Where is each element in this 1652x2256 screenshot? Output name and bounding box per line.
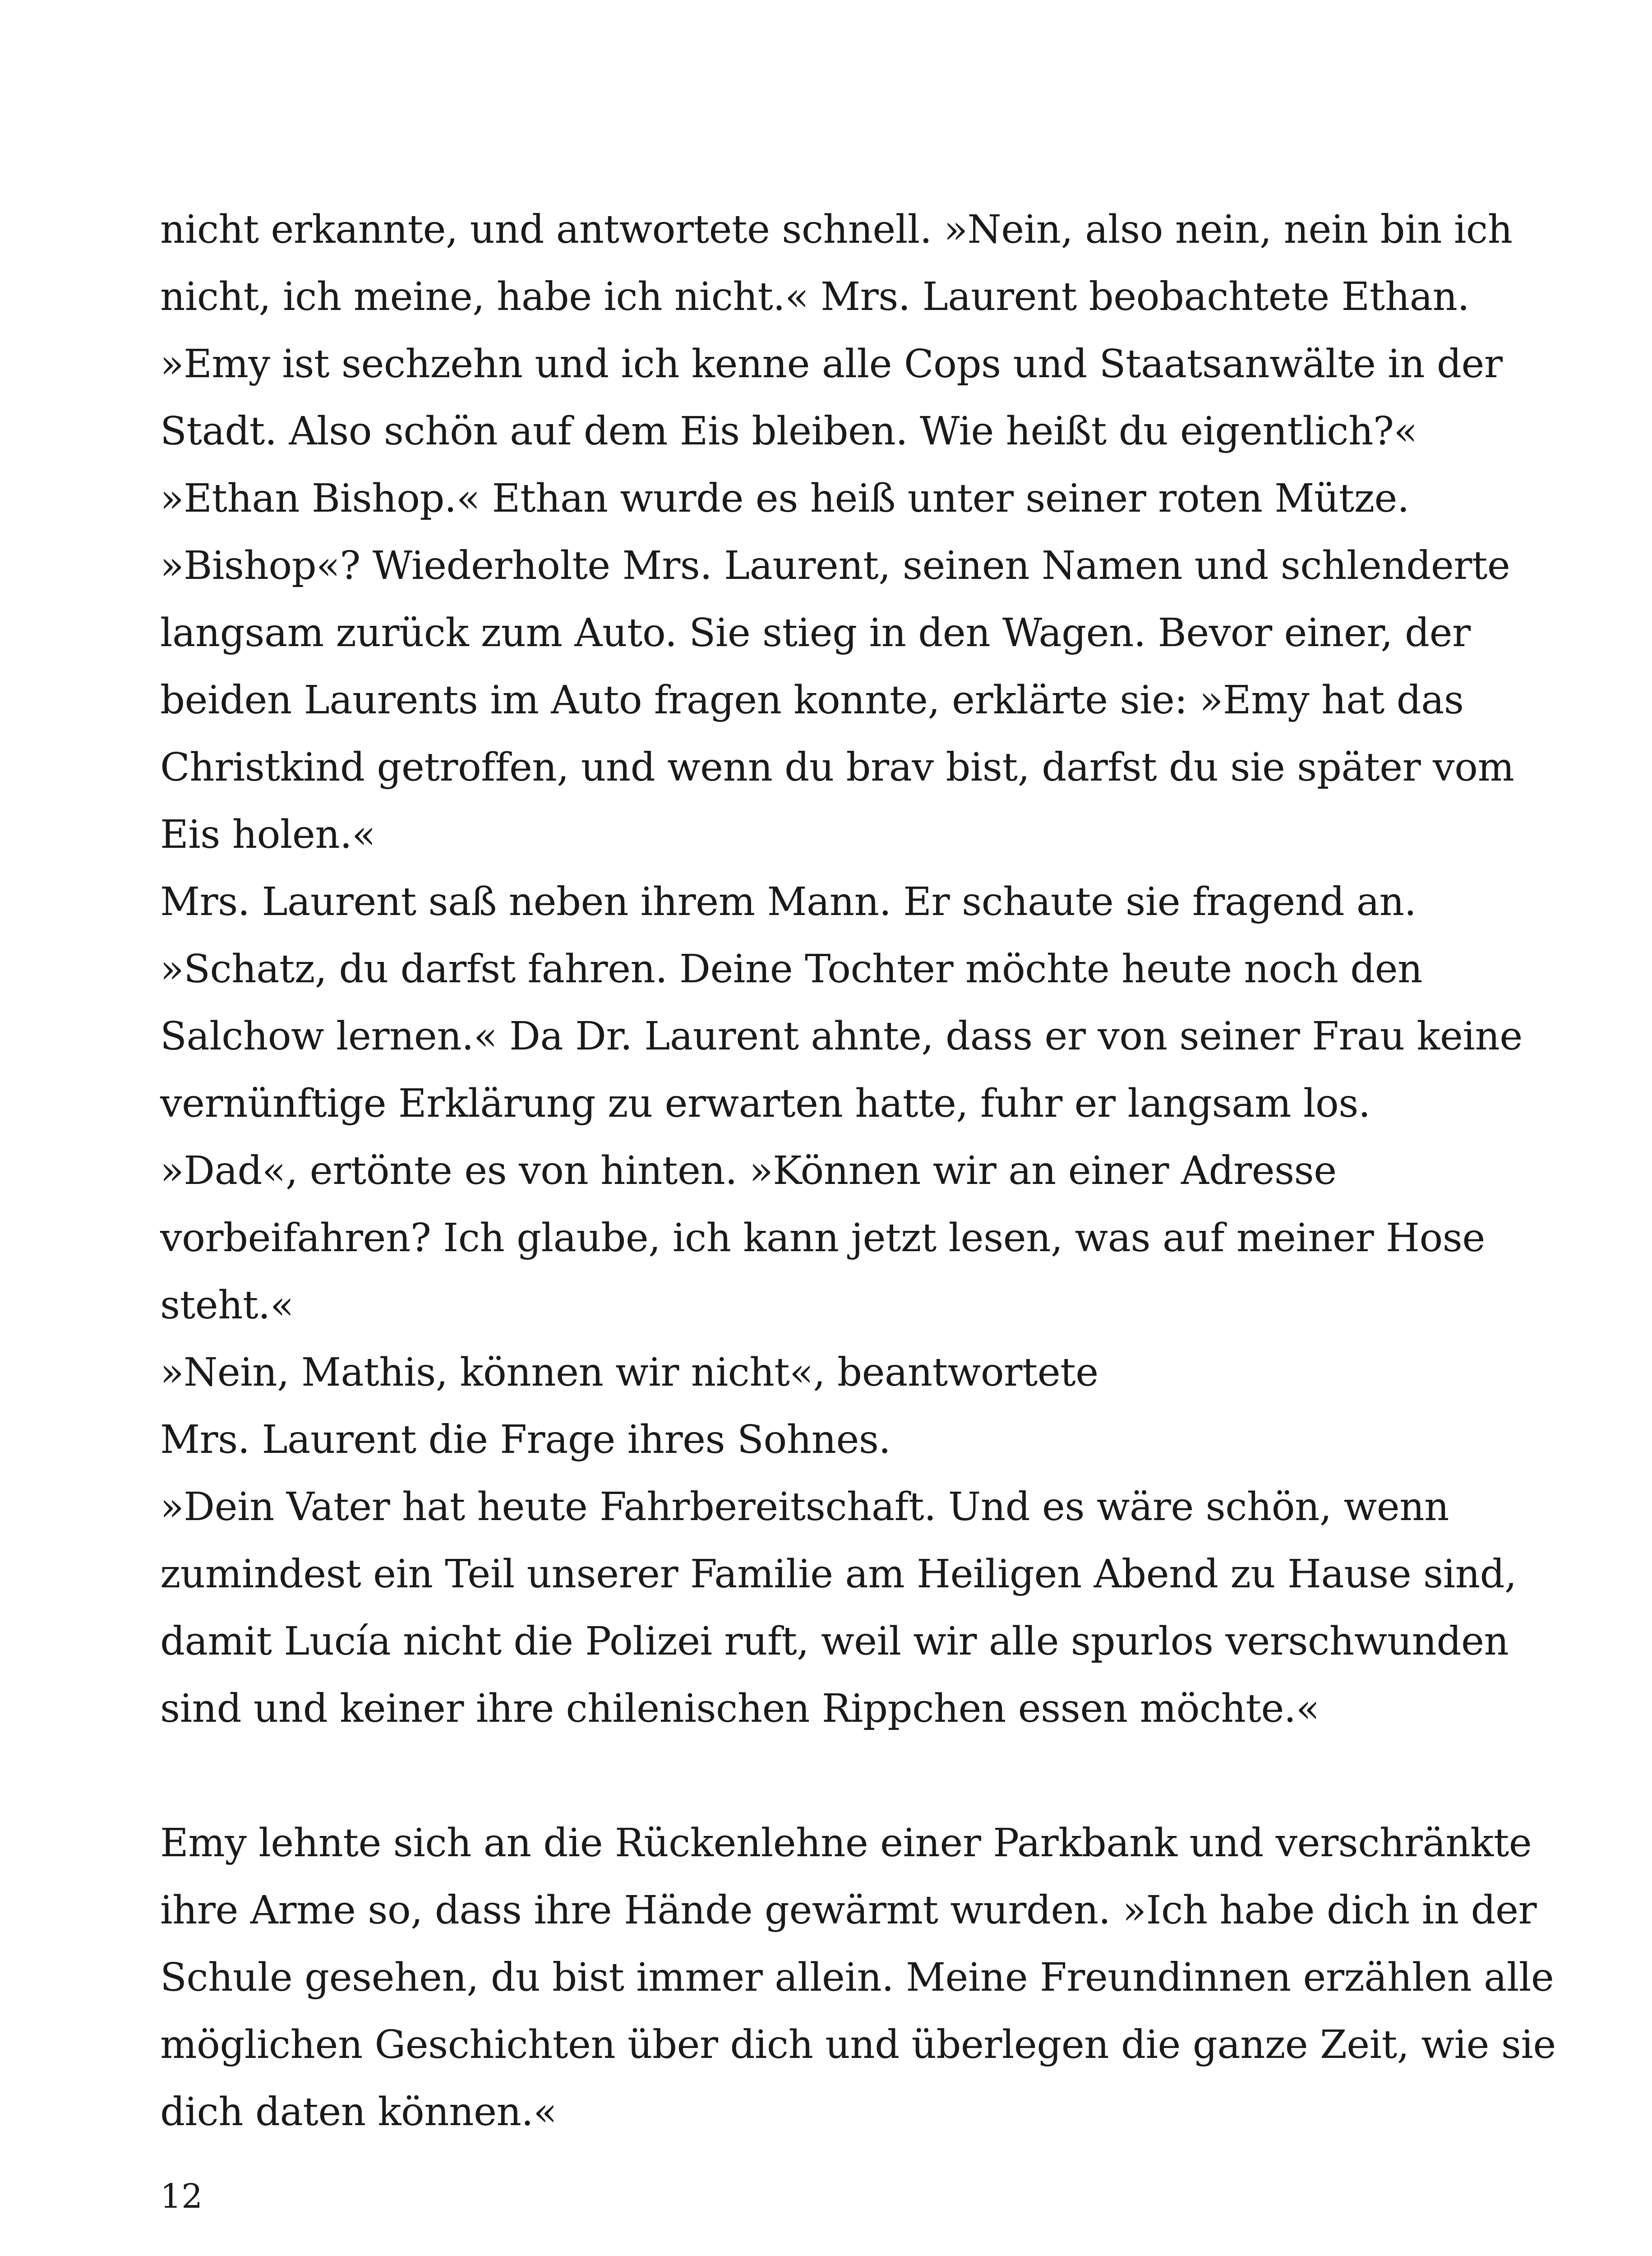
- text-line: Stadt. Also schön auf dem Eis bleiben. Wie heißt du eigentlich?«: [160, 409, 1417, 454]
- text-line: Mrs. Laurent saß neben ihrem Mann. Er schaute sie fragend an.: [160, 879, 1417, 925]
- page-number: 12: [160, 2177, 203, 2216]
- text-line: sind und keiner ihre chilenischen Rippchen essen möchte.«: [160, 1686, 1320, 1731]
- text-line: »Emy ist sechzehn und ich kenne alle Cops und Staatsanwälte in der: [160, 342, 1503, 387]
- text-line: Salchow lernen.« Da Dr. Laurent ahnte, dass er von seiner Frau keine: [160, 1014, 1523, 1059]
- text-line: »Dein Vater hat heute Fahrbereitschaft. Und es wäre schön, wenn: [160, 1484, 1449, 1530]
- text-line: »Ethan Bishop.« Ethan wurde es heiß unter seiner roten Mütze.: [160, 476, 1409, 521]
- text-line: »Nein, Mathis, können wir nicht«, beantwortete: [160, 1350, 1098, 1395]
- text-line: Schule gesehen, du bist immer allein. Meine Freundinnen erzählen alle: [160, 1955, 1554, 2000]
- text-line: »Bishop«? Wiederholte Mrs. Laurent, seinen Namen und schlenderte: [160, 543, 1510, 588]
- paragraph-2: [160, 1810, 1556, 2146]
- paragraph-spacer: [160, 1743, 1523, 1810]
- text-line: vernünftige Erklärung zu erwarten hatte, fuhr er langsam los.: [160, 1081, 1371, 1126]
- text-line: möglichen Geschichten über dich und überlegen die ganze Zeit, wie sie: [160, 2022, 1556, 2067]
- text-line: nicht, ich meine, habe ich nicht.« Mrs. Laurent beobachtete Ethan.: [160, 274, 1470, 319]
- text-line: nicht erkannte, und antwortete schnell. »Nein, also nein, nein bin ich: [160, 207, 1513, 252]
- text-line: »Dad«, ertönte es von hinten. »Können wir an einer Adresse: [160, 1148, 1337, 1193]
- text-line: Mrs. Laurent die Frage ihres Sohnes.: [160, 1417, 891, 1462]
- text-line: zumindest ein Teil unserer Familie am Heiligen Abend zu Hause sind,: [160, 1552, 1517, 1597]
- body-text: [160, 196, 1556, 2146]
- text-line: Emy lehnte sich an die Rückenlehne einer Parkbank und verschränkte: [160, 1821, 1532, 1866]
- text-line: Eis holen.«: [160, 812, 376, 857]
- text-line: dich daten können.«: [160, 2090, 557, 2135]
- paragraph-1: [160, 196, 1523, 1743]
- text-line: »Schatz, du darfst fahren. Deine Tochter möchte heute noch den: [160, 947, 1422, 992]
- text-line: Christkind getroffen, und wenn du brav bist, darfst du sie später vom: [160, 745, 1514, 790]
- text-line: damit Lucía nicht die Polizei ruft, weil wir alle spurlos verschwunden: [160, 1619, 1509, 1664]
- text-line: beiden Laurents im Auto fragen konnte, erklärte sie: »Emy hat das: [160, 678, 1464, 723]
- text-line: vorbeifahren? Ich glaube, ich kann jetzt lesen, was auf meiner Hose: [160, 1216, 1485, 1261]
- text-line: steht.«: [160, 1283, 294, 1328]
- text-line: langsam zurück zum Auto. Sie stieg in den Wagen. Bevor einer, der: [160, 610, 1471, 656]
- text-line: ihre Arme so, dass ihre Hände gewärmt wurden. »Ich habe dich in der: [160, 1888, 1537, 1933]
